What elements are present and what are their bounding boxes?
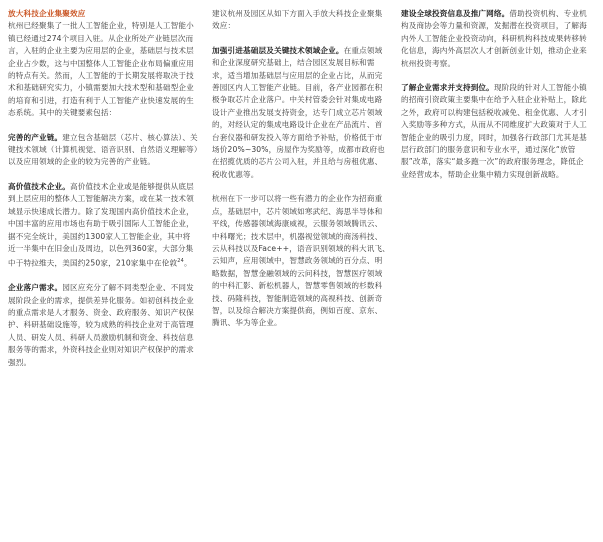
lead-enterprise-needs: 企业落户需求。 [8, 283, 63, 293]
paragraph-high-value-tech [8, 181, 198, 270]
lead-high-value-tech: 高价值技术企业。 [8, 181, 70, 191]
lead-industry-chain: 完善的产业链。 [8, 132, 63, 142]
paragraph-attract-foundation [212, 45, 390, 181]
lead-attract-foundation: 加强引进基础层及关键技术领域企业。 [212, 45, 344, 55]
paragraph-hangzhou-targets [212, 193, 390, 329]
lead-enterprise-support: 了解企业需求并支持到位。 [401, 83, 494, 93]
column-2 [212, 8, 390, 342]
body-hangzhou-targets: 杭州在下一步可以将一些有潜力的企业作为招商重点，基础层中，芯片领域如寒武纪、海思半导体和平线，传感器领域海康威视，云服务领域腾讯云、中科曙光；技术层中，机器视觉领域的商汤科技、云从科技以及Face++，语音识别领域的科大讯飞、云知声，应用领域中，智慧政务领域的百分点、明略数据，智慧金融领域的云问科技，智慧医疗领域的中科汇影、新松机器人，智慧零售领域的杉数科技、码隆科技，智能制造领域的高视科技、创新奇智，以及综合解决方案提供商，例如百度、京东、腾讯、华为等企业。 [212, 194, 390, 328]
intro-paragraph: 杭州已经聚集了一批人工智能企业，特别是人工智能小镇已经通过274个项目入驻。从企业所处产业链层次而言，入驻的企业主要为应用层的企业，基础层与技术层企业占少数，这与中国整体人工智能企业布局偏重应用的特点有关。然而，人工智能的于长期发展将取决于技术和基础研究实力，小镇需要加大技术型和基础型企业的培育和引进，打造有利于人工智能产业快速发展的生态系统。其中的关键要素包括： [8, 21, 194, 118]
paragraph-industry-chain [8, 132, 198, 169]
body-enterprise-support: 现阶段的针对人工智能小镇的招商引资政策主要集中在给予入驻企业补贴上，除此之外，政府可以构建包括税收减免、租金优惠、人才引入奖励等多种方式，从而从不同维度扩大政策对于人工智能企业的吸引力度，同时，加强各行政部门尤其是基层行政部门的服务意识和专业水平，通过深化“放管服”改革，落实“最多跑一次”的政府服务理念，降低企业经营成本，帮助企业集中精力实现创新战略。 [401, 83, 587, 179]
section-heading: 放大科技企业集聚效应 [8, 9, 86, 18]
body-global-network: 借助投资机构、专业机构及商协会等力量和资源，发掘潜在投资项目，了解海内外人工智能企业投资动向，科研机构科技成果转移转化信息，海内外高层次人才创新创业计划，推动企业来杭州投资考察。 [401, 9, 587, 68]
top-paragraph: 建议杭州及园区从如下方面入手放大科技企业聚集效应： [212, 9, 383, 31]
body-enterprise-needs: 园区应充分了解不同类型企业、不同发展阶段企业的需求，提供差异化服务。如初创科技企业的重点需求是人才服务、资金、政府服务、知识产权保护、科研基础设施等，较为成熟的科技企业对于高管理人员、研发人员、科研人员激励机制和资金、科技信息服务等的需求，外资科技企业则对知识产权保护的需求强烈。 [8, 283, 194, 367]
paragraph-enterprise-support [401, 82, 589, 181]
paragraph-global-network [401, 8, 589, 70]
lead-global-network: 建设全球投资信息及推广网络。 [401, 9, 510, 18]
footnote-marker: 24 [177, 258, 184, 265]
body-high-value-tech-tail: 。 [183, 258, 192, 268]
column-1 [8, 8, 198, 381]
body-high-value-tech: 高价值技术企业或是能够提供从底层到上层应用的整体人工智能解决方案，或在某一技术领域显示快速成长潜力。除了发现国内高价值技术企业，中国丰富的应用市场也有助于吸引国际人工智能企业，据不完全统计，美国约1300家人工智能企业，其中将近一半集中在旧金山及周边，以色列360家，大部分集中于特拉维夫，美国约250家，210家集中在伦敦 [8, 181, 194, 268]
body-attract-foundation: 在重点领域和企业深度研究基础上，结合园区发展目标和需求，适当增加基础层与应用层的企业占比，从而完善园区内人工智能产业链。目前，各产业园都在积极争取芯片企业落户。中关村管委会针对集成电路设计产业推出发展支持资金，达专门成立芯片领域的，对经认定的集成电路设计企业在产品流片、首台套仪器和研发投入等方面给予补贴，价格低于市场价20%~30%，房屋作为奖励等，成都市政府也在招揽优质的芯片公司入驻，并且给与房租优惠、税收优惠等。 [212, 45, 385, 179]
paragraph-enterprise-needs [8, 282, 198, 369]
body-industry-chain: 建立包含基础层（芯片、核心算法）、关键技术领域（计算机视觉、语音识别、自然语义理解等）以及应用领域的企业的较为完善的产业链。 [8, 132, 198, 167]
column-3 [401, 8, 589, 193]
